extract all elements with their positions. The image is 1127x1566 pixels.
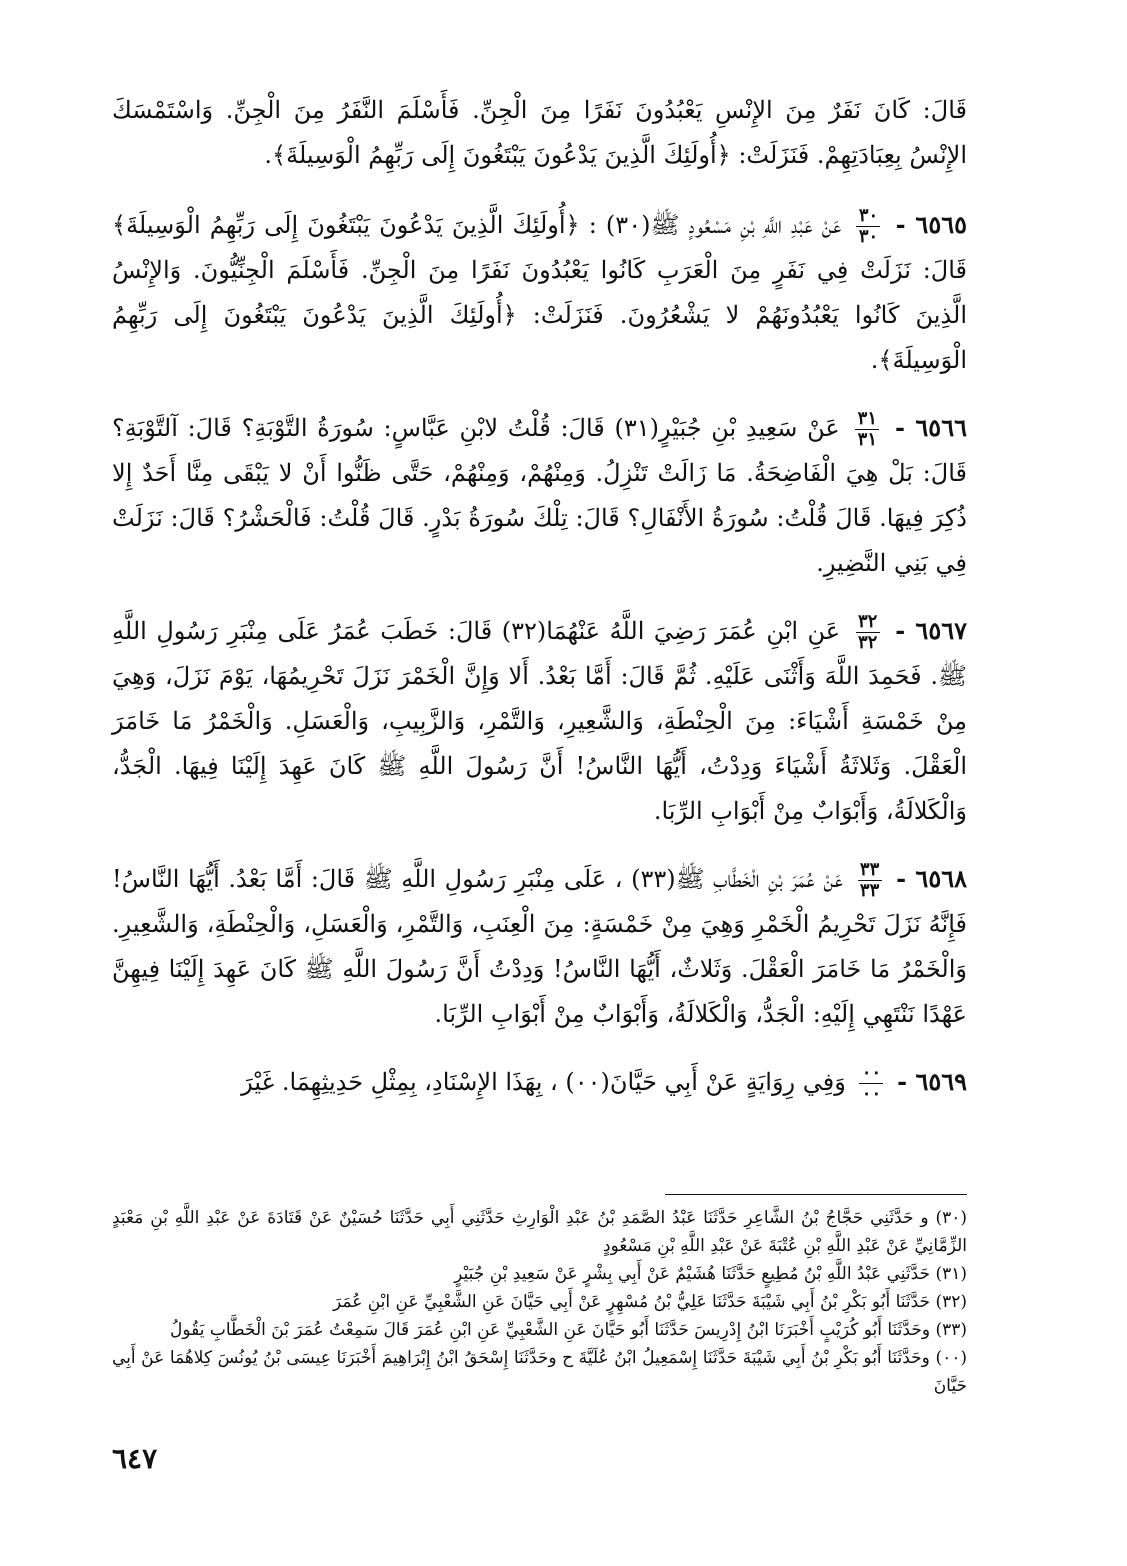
fraction-top: ٣٢ (858, 611, 878, 632)
main-text (112, 88, 967, 1127)
footnote-divider (665, 1194, 967, 1195)
hadith-text: عَنْ عُمَرَ بْنِ الْخَطَّابِ ﷺ(٣٣) ، عَلَى مِنْبَرِ رَسُولِ اللَّهِ ﷺ قَالَ: أَمَّا بَعْدُ. أَيُّهَا النَّاسُ! فَإِنَّهُ نَزَلَ تَحْرِيمُ الْخَمْرِ وَهِيَ مِنْ خَمْسَةٍ: مِنَ الْعِنَبِ، وَالتَّمْرِ، وَالْعَسَلِ، وَالْحِنْطَةِ، وَالشَّعِيرِ. وَالْخَمْرُ مَا خَامَرَ الْعَقْلَ. وَثَلاثٌ، أَيُّهَا النَّاسُ! وَدِدْتُ أَنَّ رَسُولَ اللَّهِ ﷺ كَانَ عَهِدَ إِلَيْنَا فِيهِنَّ عَهْدًا نَنْتَهِي إِلَيْهِ: الْجَدُّ، وَالْكَلالَةُ، وَأَبْوَابٌ مِنْ أَبْوَابِ الرِّبَا. (112, 865, 967, 1028)
fraction-top: ٣٣ (859, 859, 880, 880)
fraction-bottom: ٣١ (857, 429, 878, 450)
hadith-paragraph (112, 405, 967, 586)
intro-paragraph: قَالَ: كَانَ نَفَرٌ مِنَ الإِنْسِ يَعْبُدُونَ نَفَرًا مِنَ الْجِنِّ. فَأَسْلَمَ النَّفَرُ مِنَ الْجِنِّ. وَاسْتَمْسَكَ الإِنْسُ بِعِبَادَتِهِمْ. فَنَزَلَتْ: ﴿أُولَئِكَ الَّذِينَ يَدْعُونَ يَبْتَغُونَ إِلَى رَبِّهِمُ الْوَسِيلَةَ﴾. (112, 96, 967, 169)
fraction-top: ٣١ (857, 408, 878, 429)
hadith-fraction (859, 1064, 883, 1103)
hadith-number: ٦٥٦٦ - (895, 413, 967, 442)
hadith-fraction (858, 861, 882, 900)
footnote: (٣٢) حَدَّثَنَا أَبُو بَكْرِ بْنُ أَبِي شَيْبَةَ حَدَّثَنَا عَلِيُّ بْنُ مُسْهِرٍ عَنْ أَبِي حَيَّانَ عَنِ الشَّعْبِيِّ عَنِ ابْنِ عُمَرَ (332, 1292, 967, 1312)
footnote: (٣١) حَدَّثَنِي عَبْدُ اللَّهِ بْنُ مُطِيعٍ حَدَّثَنَا هُشَيْمٌ عَنْ أَبِي بِشْرٍ عَنْ سَعِيدِ بْنِ جُبَيْرٍ (454, 1264, 967, 1284)
hadith-text: عَنِ ابْنِ عُمَرَ رَضِيَ اللَّهُ عَنْهُمَا(٣٢) قَالَ: خَطَبَ عُمَرُ عَلَى مِنْبَرِ رَسُولِ اللَّهِ ﷺ. فَحَمِدَ اللَّهَ وَأَثْنَى عَلَيْهِ. ثُمَّ قَالَ: أَمَّا بَعْدُ. أَلا وَإِنَّ الْخَمْرَ نَزَلَ تَحْرِيمُهَا، يَوْمَ نَزَلَ، وَهِيَ مِنْ خَمْسَةِ أَشْيَاءَ: مِنَ الْحِنْطَةِ، وَالشَّعِيرِ، وَالتَّمْرِ، وَالزَّبِيبِ، وَالْعَسَلِ. وَالْخَمْرُ مَا خَامَرَ الْعَقْلَ. وَثَلاثَةُ أَشْيَاءَ وَدِدْتُ، أَيُّهَا النَّاسُ! أَنَّ رَسُولَ اللَّهِ ﷺ كَانَ عَهِدَ إِلَيْنَا فِيهَا. الْجَدُّ، وَالْكَلالَةُ، وَأَبْوَابٌ مِنْ أَبْوَابِ الرِّبَا. (112, 617, 967, 825)
footnote: (٠٠) وحَدَّثَنَا أَبُو بَكْرِ بْنُ أَبِي شَيْبَةَ حَدَّثَنَا إِسْمَعِيلُ ابْنُ عُلَيَّةَ ح وحَدَّثَنَا إِسْحَقُ ابْنُ إِبْرَاهِيمَ أَخْبَرَنَا عِيسَى بْنُ يُونُسَ كِلاهُمَا عَنْ أَبِي حَيَّانَ (112, 1348, 967, 1396)
fraction-bottom: ٠٠ (861, 1083, 882, 1104)
hadith-paragraph (112, 608, 967, 834)
hadith-fraction (856, 613, 880, 652)
footnote: (٣٠) و حَدَّثَنِي حَجَّاجُ بْنُ الشَّاعِرِ حَدَّثَنَا عَبْدُ الصَّمَدِ بْنُ عَبْدِ الْوَارِثِ حَدَّثَنِي أَبِي حَدَّثَنَا حُسَيْنٌ عَنْ قَتَادَةَ عَنْ عَبْدِ اللَّهِ بْنِ مَعْبَدٍ الزِّمَّانِيِّ عَنْ عَبْدِ اللَّهِ بْنِ عُتْبَةَ عَنْ عَبْدِ اللَّهِ بْنِ مَسْعُودٍ (112, 1208, 967, 1256)
fraction-top: ٣٠ (858, 205, 879, 226)
hadith-text: عَنْ سَعِيدِ بْنِ جُبَيْرٍ(٣١) قَالَ: قُلْتُ لابْنِ عَبَّاسٍ: سُورَةُ التَّوْبَةِ؟ قَالَ: آلتَّوْبَةِ؟ قَالَ: بَلْ هِيَ الْفَاضِحَةُ. مَا زَالَتْ تَنْزِلُ. وَمِنْهُمْ، وَمِنْهُمْ، حَتَّى ظَنُّوا أَنْ لا يَبْقَى مِنَّا أَحَدٌ إِلا ذُكِرَ فِيهَا. قَالَ قُلْتُ: سُورَةُ الأَنْفَالِ؟ قَالَ: تِلْكَ سُورَةُ بَدْرٍ. قَالَ قُلْتُ: فَالْحَشْرُ؟ قَالَ: نَزَلَتْ فِي بَنِي النَّضِيرِ. (112, 414, 967, 577)
hadith-text: وَفِي رِوَايَةٍ عَنْ أَبِي حَيَّانَ(٠٠) ، بِهَذَا الإِسْنَادِ، بِمِثْلِ حَدِيثِهِمَا. غَيْرَ (241, 1068, 846, 1096)
hadith-fraction (856, 207, 880, 246)
footnote: (٣٣) وحَدَّثَنَا أَبُو كُرَيْبٍ أَخْبَرَنَا ابْنُ إِدْرِيسَ حَدَّثَنَا أَبُو حَيَّانَ عَنِ الشَّعْبِيِّ عَنِ ابْنِ عُمَرَ قَالَ سَمِعْتُ عُمَرَ بْنَ الْخَطَّابِ يَقُولُ (169, 1320, 967, 1340)
hadith-text: عَنْ عَبْدِ اللَّهِ بْنِ مَسْعُودٍ ﷺ(٣٠) : ﴿أُولَئِكَ الَّذِينَ يَدْعُونَ يَبْتَغُونَ إِلَى رَبِّهِمُ الْوَسِيلَةَ﴾ قَالَ: نَزَلَتْ فِي نَفَرٍ مِنَ الْعَرَبِ كَانُوا يَعْبُدُونَ نَفَرًا مِنَ الْجِنِّ. فَأَسْلَمَ الْجِنِّيُّونَ. وَالإِنْسُ الَّذِينَ كَانُوا يَعْبُدُونَهُمْ لا يَشْعُرُونَ. فَنَزَلَتْ: ﴿أُولَئِكَ الَّذِينَ يَدْعُونَ يَبْتَغُونَ إِلَى رَبِّهِمُ الْوَسِيلَةَ﴾. (112, 211, 967, 374)
hadith-paragraph (112, 1059, 967, 1105)
fraction-bottom: ٣٠ (858, 226, 879, 247)
page-number: ٦٤٧ (112, 1442, 158, 1475)
fraction-bottom: ٣٣ (859, 880, 880, 901)
hadith-number: ٦٥٦٥ - (895, 210, 967, 239)
hadith-paragraph (112, 202, 967, 383)
fraction-bottom: ٣٢ (858, 632, 878, 653)
hadith-fraction (855, 410, 879, 449)
footnotes (112, 1204, 967, 1400)
hadith-number: ٦٥٦٧ - (895, 616, 967, 645)
hadith-paragraph (112, 856, 967, 1037)
hadith-number: ٦٥٦٩ - (897, 1067, 967, 1096)
hadith-number: ٦٥٦٨ - (896, 864, 967, 893)
fraction-top: ٠٠ (861, 1062, 882, 1083)
